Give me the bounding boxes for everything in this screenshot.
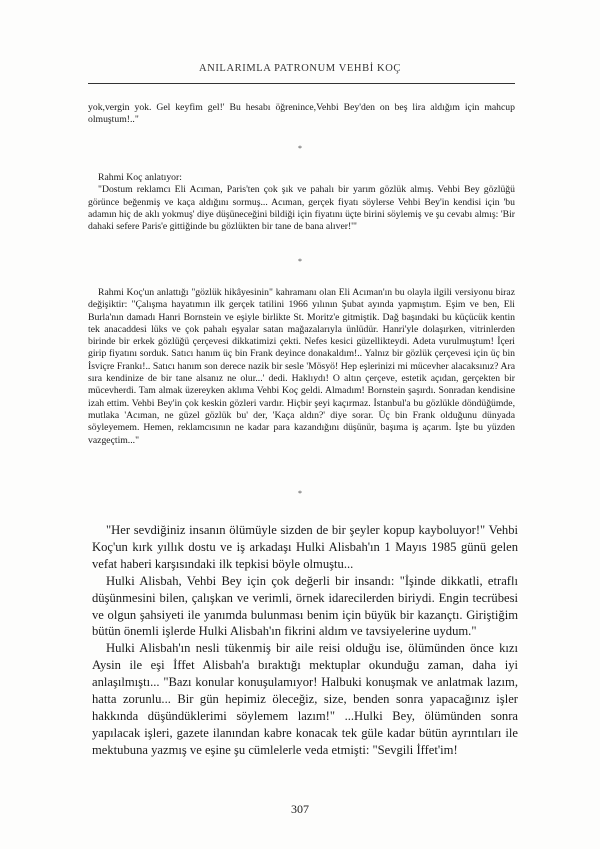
running-title: ANILARIMLA PATRONUM VEHBİ KOÇ: [198, 63, 402, 74]
rahmi-koc-quote: "Dostum reklamcı Eli Acıman, Paris'ten çok şık ve pahalı bir yarım gözlük almış. Vehbi Bey gözlüğü görünce beğenmiş ve kaça aldığını sormuş... Acıman, gerçek fiyatı söylerse Vehbi Bey'in kendisi için 'bu adamın hiç de aklı yokmuş' diye düşüneceğini bildiği için fiyatını üçte birini söylemiş ve şu cevabı almış: 'Bir dahaki sefere Paris'e gittiğinde bu gözlükten bir tane de bana alıver!'": [88, 184, 515, 233]
tribute-paragraph: Hulki Alisbah, Vehbi Bey için çok değerli bir insandı: "İşinde dikkatli, etraflı düşünmesini bilen, çalışkan ve verimli, örnek idarecilerden biriydi. Engin tecrübesi ve olgun şahsiyeti ile yanımda bulunması benim için büyük bir kazançtı. Giriştiğim bütün önemli işlerde Hulki Alisbah'ın fikrini aldım ve tavsiyelerine uydum.": [92, 573, 518, 639]
section-separator: *: [298, 489, 302, 498]
section-separator: *: [298, 144, 302, 153]
rahmi-koc-block: [88, 172, 515, 233]
top-paragraph-block: [88, 102, 515, 127]
opening-quote-paragraph: "Her sevdiğiniz insanın ölümüyle sizden de bir şeyler kopup kayboluyor!" Vehbi Koç'un kırk yıllık dostu ve iş arkadaşı Hulki Alisbah'ın 1 Mayıs 1985 günü gelen vefat haberi karşısındaki ilk tepkisi böyle olmuştu...: [92, 523, 518, 571]
letters-paragraph: Hulki Alisbah'ın nesli tükenmiş bir aile reisi olduğu ise, ölümünden önce kızı Aysin ile eşi İffet Alisbah'a bıraktığı mektuplar okunduğu zaman, daha iyi anlaşılmıştı... "Bazı konular konuşulamıyor! Halbuki konuşmak ve anlatmak lazım, hatta zorunlu... Bir gün hepimiz öleceğiz, size, benden sonra yapacağınız işler hakkında düşündüklerimi söylemem lazım!" ...Hulki Bey, ölümünden sonra yapılacak işleri, gazete ilanından kabre konacak tek güle kadar bütün ayrıntıları ile mektubuna yazmış ve eşine şu cümlelerle veda etmişti: "Sevgili İffet'im!: [92, 641, 518, 757]
continued-quote-paragraph: yok,vergin yok. Gel keyfim gel!' Bu hesabı öğrenince,Vehbi Bey'den on beş lira aldığım için mahcup olmuştum!..": [88, 102, 515, 126]
rahmi-koc-intro: Rahmi Koç anlatıyor:: [98, 172, 182, 183]
acıman-version-block: [88, 287, 515, 447]
header-rule: [88, 83, 515, 84]
section-separator: *: [298, 257, 302, 266]
glasses-story-paragraph: Rahmi Koç'un anlattığı "gözlük hikâyesinin" kahramanı olan Eli Acıman'ın bu olayla ilgili versiyonu biraz değişiktir: "Çalışma hayatımın ilk gerçek tatilini 1966 yılının Şubat ayında yapmıştım. Eşim ve ben, Eli Burla'nın damadı Hanri Bornstein ve eşiyle birlikte St. Moritz'e gitmiştik. Dağ başındaki bu küçücük kentin tek anacaddesi lüks ve çok pahalı eşyalar satan mağazalarıyla ünlüdür. Hanri'yle dolaşırken, vitrinlerden birinde bir erkek gözlüğü çerçevesi dikkatimizi çekti. Nefes kesici güzellikteydi. Adeta vurulmuştum! İçeri girip fiyatını sorduk. Satıcı hanım üç bin Frank deyince donakaldım!.. Yalnız bir gözlük çerçevesi için üç bin İsviçre Frankı!.. Satıcı hanım son derece nazik bir sesle 'Mösyö! Hep eşlerinizi mi mücevher alacaksınız? Ara sıra kendinize de bir tane alsanız ne olur...' dedi. Haklıydı! O altın çerçeve, estetik açıdan, gerçekten bir mücevherdi. Tam almak üzereyken aklıma Vehbi Koç geldi. Almadım! Bornstein şaşırdı. Sonradan kendisine izah ettim. Vehbi Bey'in çok keskin gözleri vardır. Hiçbir şeyi kaçırmaz. İstanbul'a bu gözlükle döndüğümde, mutlaka 'Acıman, ne güzel gözlük bu' der, 'Kaça aldın?' diye sorar. Üç bin Frank olduğunu dünyada söyleyemem. Hemen, reklamcısının ne kadar para kazandığını düşünür, başıma iş açarım. İşte bu yüzden vazgeçtim...": [88, 287, 515, 446]
hulki-alisbah-block: [92, 522, 518, 759]
page-number: 307: [291, 802, 309, 816]
